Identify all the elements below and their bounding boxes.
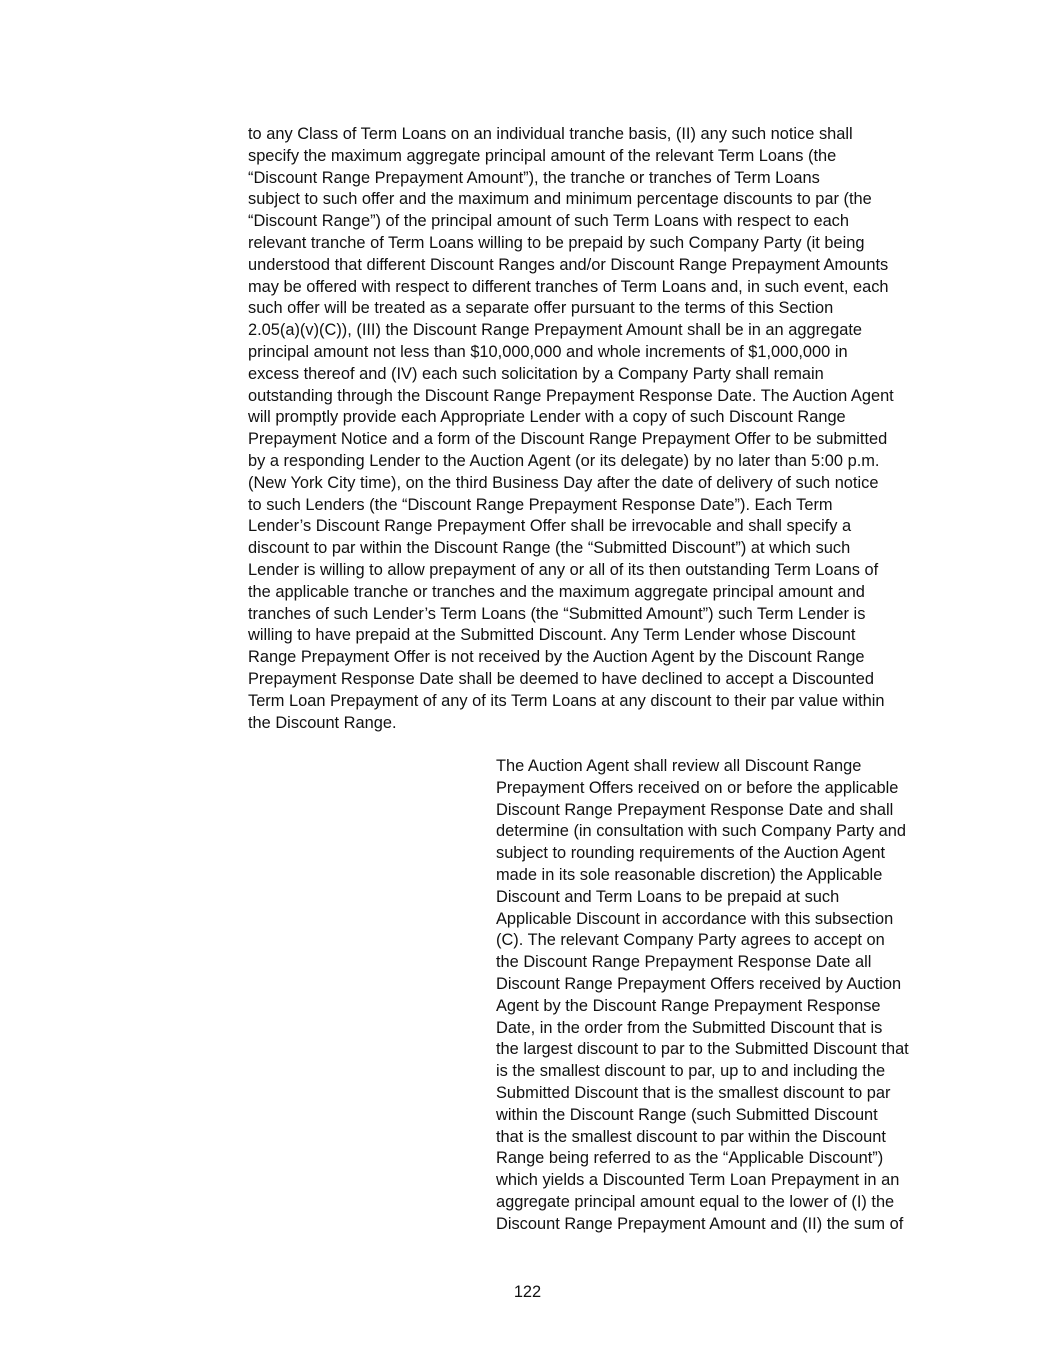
text-line: to such Lenders (the “Discount Range Prepayment Response Date”). Each Term <box>248 495 833 514</box>
text-line: which yields a Discounted Term Loan Prepayment in an <box>496 1171 900 1190</box>
text-line: may be offered with respect to different tranches of Term Loans and, in such event, each <box>248 277 889 296</box>
text-line: specify the maximum aggregate principal amount of the relevant Term Loans (the <box>248 146 837 165</box>
text-line: made in its sole reasonable discretion) the Applicable <box>496 866 883 884</box>
text-line: discount to par within the Discount Range (the “Submitted Discount”) at which such <box>248 539 851 558</box>
text-line: excess thereof and (IV) each such solicitation by a Company Party shall remain <box>248 364 824 383</box>
text-line: Prepayment Notice and a form of the Discount Range Prepayment Offer to be submitted <box>248 430 888 449</box>
text-line: to any Class of Term Loans on an individual tranche basis, (II) any such notice shall <box>248 125 853 143</box>
text-line: Applicable Discount in accordance with this subsection <box>496 909 894 928</box>
text-line: Discount and Term Loans to be prepaid at such <box>496 887 840 906</box>
text-line: is the smallest discount to par, up to and including the <box>496 1062 886 1081</box>
text-line: willing to have prepaid at the Submitted Discount. Any Term Lender whose Discount <box>248 626 856 645</box>
text-line: subject to rounding requirements of the Auction Agent <box>496 844 886 863</box>
text-line: will promptly provide each Appropriate Lender with a copy of such Discount Range <box>248 408 846 427</box>
text-line: by a responding Lender to the Auction Agent (or its delegate) by no later than 5:00 p.m. <box>248 452 880 470</box>
text-line: subject to such offer and the maximum and minimum percentage discounts to par (the <box>248 190 872 209</box>
text-line: (New York City time), on the third Business Day after the date of delivery of such notice <box>248 473 879 492</box>
text-line: understood that different Discount Ranges and/or Discount Range Prepayment Amounts <box>248 255 889 274</box>
text-line: Range being referred to as the “Applicable Discount”) <box>496 1149 884 1168</box>
text-line: the applicable tranche or tranches and the maximum aggregate principal amount and <box>248 582 865 601</box>
text-line: outstanding through the Discount Range Prepayment Response Date. The Auction Agent <box>248 386 894 405</box>
text-line: aggregate principal amount equal to the lower of (I) the <box>496 1193 895 1211</box>
text-line: such offer will be treated as a separate offer pursuant to the terms of this Section <box>248 299 834 318</box>
text-line: the Discount Range Prepayment Response Date all <box>496 953 872 972</box>
text-line: Date, in the order from the Submitted Discount that is <box>496 1018 883 1037</box>
text-line: within the Discount Range (such Submitted Discount <box>496 1105 878 1124</box>
text-line: Lender is willing to allow prepayment of any or all of its then outstanding Term Loans of <box>248 561 879 579</box>
text-line: Discount Range Prepayment Response Date and shall <box>496 800 894 819</box>
text-line: (C). The relevant Company Party agrees to accept on <box>496 931 885 950</box>
text-line: determine (in consultation with such Company Party and <box>496 822 906 841</box>
text-line: that is the smallest discount to par within the Discount <box>496 1127 886 1146</box>
text-line: Agent by the Discount Range Prepayment Response <box>496 996 881 1015</box>
text-line: Prepayment Offers received on or before the applicable <box>496 778 899 797</box>
text-line: Lender’s Discount Range Prepayment Offer shall be irrevocable and shall specify a <box>248 517 852 536</box>
page-number: 122 <box>513 1283 542 1301</box>
text-line: Discount Range Prepayment Offers received by Auction <box>496 975 902 993</box>
text-line: Submitted Discount that is the smallest discount to par <box>496 1084 891 1102</box>
text-line: “Discount Range”) of the principal amount of such Term Loans with respect to each <box>248 212 849 231</box>
text-line: the largest discount to par to the Submitted Discount that <box>496 1040 909 1059</box>
text-line: 2.05(a)(v)(C)), (III) the Discount Range Prepayment Amount shall be in an aggregate <box>248 321 863 340</box>
text-line: relevant tranche of Term Loans willing to be prepaid by such Company Party (it being <box>248 234 865 252</box>
text-line: “Discount Range Prepayment Amount”), the tranche or tranches of Term Loans <box>248 168 820 187</box>
text-line: Range Prepayment Offer is not received by the Auction Agent by the Discount Range <box>248 648 865 667</box>
text-line: Discount Range Prepayment Amount and (II) the sum of <box>496 1214 904 1233</box>
text-line: Prepayment Response Date shall be deemed to have declined to accept a Discounted <box>248 670 874 688</box>
text-line: Term Loan Prepayment of any of its Term Loans at any discount to their par value within <box>248 691 885 710</box>
text-line: The Auction Agent shall review all Discount Range <box>496 757 862 775</box>
text-line: the Discount Range. <box>248 713 397 732</box>
text-line: principal amount not less than $10,000,000 and whole increments of $1,000,000 in <box>248 343 848 361</box>
text-line: tranches of such Lender’s Term Loans (the “Submitted Amount”) such Term Lender is <box>248 604 866 623</box>
